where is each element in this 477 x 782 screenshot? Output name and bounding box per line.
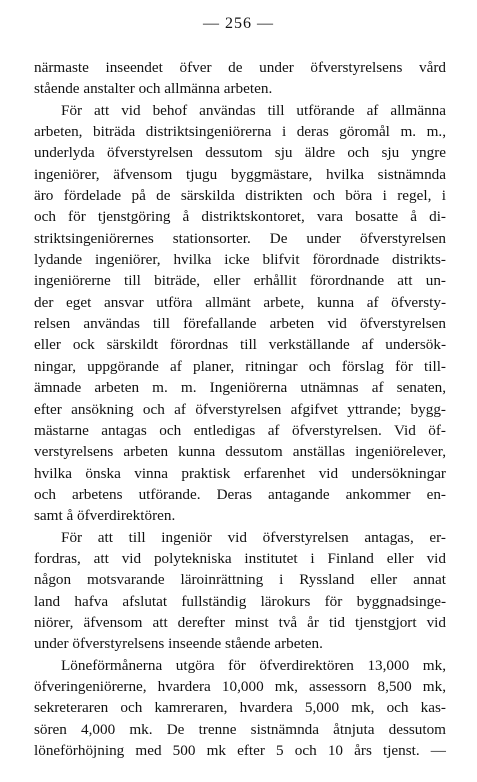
paragraph (34, 527, 446, 655)
text-line: samt å öfverdirektören. (34, 507, 176, 525)
text-line: fordras, att vid polytekniska institutet i Finland eller vid (34, 549, 446, 567)
body-text (34, 57, 446, 761)
text-line: verstyrelsens arbeten kunna dessutom anställas ingeniörelever, (34, 443, 446, 461)
text-line: För att till ingeniör vid öfverstyrelsen antagas, er- (61, 528, 446, 546)
text-line: underlyda öfverstyrelsen dessutom sju äldre och sju yngre (34, 144, 446, 162)
text-line: hvilka önska vinna praktisk erfarenhet vid undersökningar (34, 464, 446, 482)
text-line: öfveringeniörerne, hvardera 10,000 mk, assessorn 8,500 mk, (34, 677, 446, 695)
text-line: närmaste inseendet öfver de under öfverstyrelsens vård (34, 59, 446, 76)
text-line: och för tjenstgöring å distriktskontoret, vara bosatte å di- (34, 208, 446, 226)
text-line: eller ock särskildt förordnas till verkställande af undersök- (34, 336, 446, 354)
text-line: ingeniörer, äfvensom tjugu byggmästare, hvilka sistnämnda (34, 165, 446, 183)
text-line: land hafva afslutat fullständig lärokurs för byggnadsinge- (34, 592, 446, 610)
text-line: relsen användas till förefallande arbeten vid öfverstyrelsen (34, 315, 446, 333)
text-line: stående anstalter och allmänna arbeten. (34, 80, 273, 98)
paragraph (34, 100, 446, 527)
text-line: och arbetens utförande. Deras antagande ankommer en- (34, 485, 446, 503)
text-line: mästarne antagas och entledigas af öfverstyrelsen. Vid öf- (34, 421, 446, 439)
text-line: Löneförmånerna utgöra för öfverdirektören 13,000 mk, (61, 656, 446, 674)
text-line: under öfverstyrelsens inseende stående arbeten. (34, 635, 323, 653)
text-line: lydande ingeniörer, hvilka icke blifvit förordnade distrikts- (34, 251, 446, 269)
text-line: striktsingeniörernes stationsorter. De under öfverstyrelsen (34, 229, 446, 247)
text-line: För att vid behof användas till utförande af allmänna (61, 101, 446, 119)
text-line: sören 4,000 mk. De trenne sistnämnda åtnjuta dessutom (34, 720, 446, 738)
text-line: efter ansökning och af öfverstyrelsen afgifvet yttrande; bygg- (34, 400, 446, 418)
text-line: niörer, äfvensom att derefter minst två år tid tjenstgjort vid (34, 613, 446, 631)
text-line: ingeniörerne till biträde, eller erhållit förordnande att un- (34, 272, 446, 290)
text-line: der eget ansvar utföra allmänt arbete, kunna af öfversty- (34, 293, 446, 311)
text-line: äro fördelade på de särskilda distrikten och böra i regel, i (34, 187, 446, 205)
text-line: ämnade arbeten m. m. Ingeniörerna utnämnas af senaten, (34, 379, 446, 397)
paragraph (34, 57, 446, 100)
text-line: ningar, uppgörande af planer, ritningar och förslag för till- (34, 357, 446, 375)
page-number: — 256 — (203, 15, 274, 32)
text-line: löneförhöjning med 500 mk efter 5 och 10 års tjenst. — (34, 742, 446, 759)
text-line: någon motsvarande läroinrättning i Ryssland eller annat (34, 571, 446, 589)
text-line: arbeten, biträda distriktsingeniörerna i deras göromål m. m., (34, 123, 446, 141)
paragraph (34, 655, 446, 762)
text-line: sekreteraren och kamreraren, hvardera 5,000 mk, och kas- (34, 699, 446, 717)
